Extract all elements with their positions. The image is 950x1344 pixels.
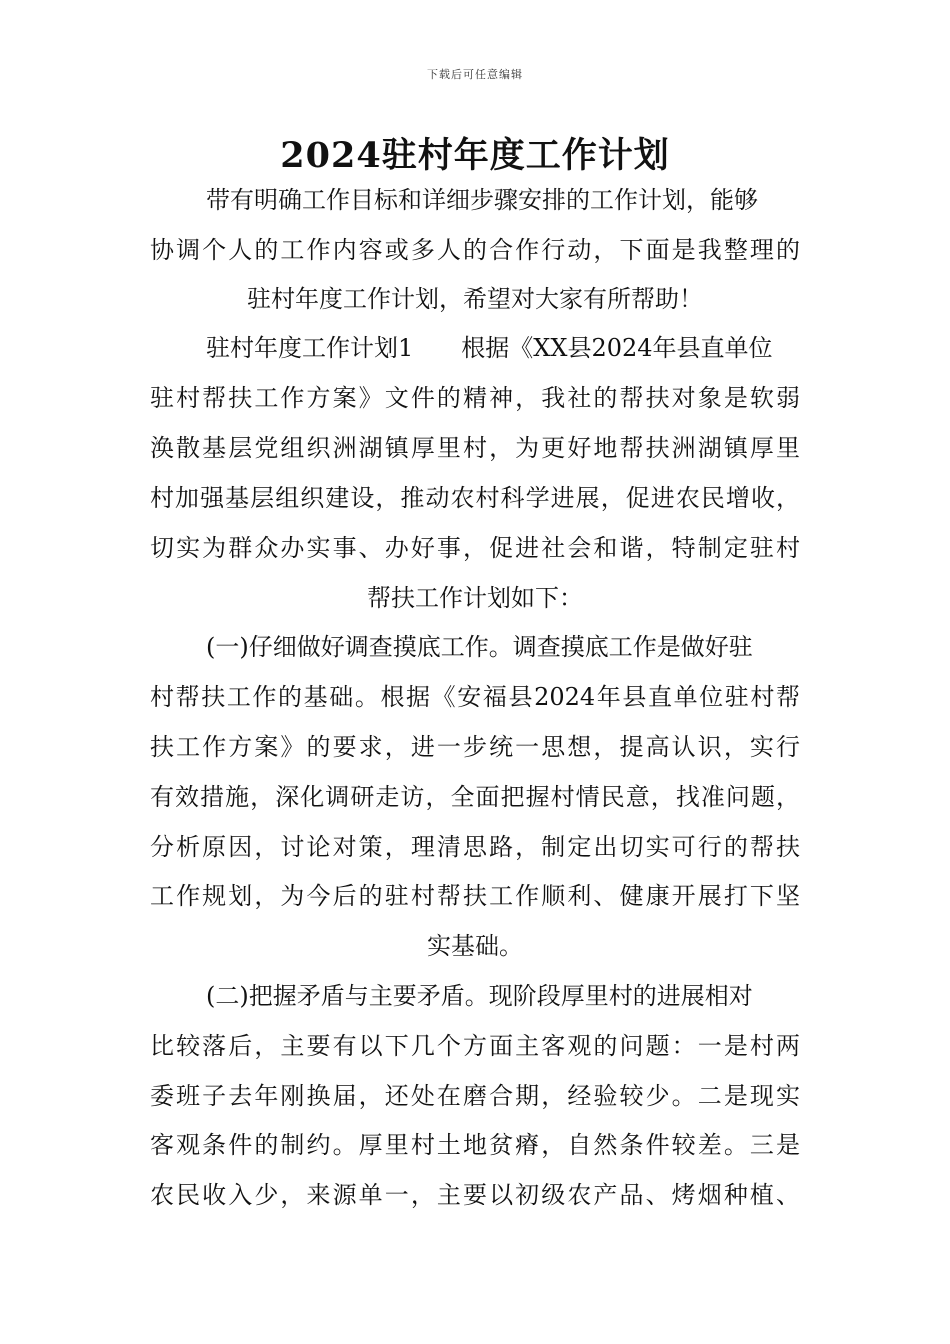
body-line: 协调个人的工作内容或多人的合作行动，下面是我整理的 [150, 236, 800, 264]
body-line: (一)仔细做好调查摸底工作。调查摸底工作是做好驻 [206, 633, 753, 661]
body-line: 驻村年度工作计划1 根据《XX县2024年县直单位 [206, 334, 773, 362]
body-line: 实基础。 [427, 932, 523, 960]
body-line: 扶工作方案》的要求，进一步统一思想，提高认识，实行 [150, 733, 800, 761]
body-line: 驻村帮扶工作方案》文件的精神，我社的帮扶对象是软弱 [150, 384, 800, 412]
page-header-note: 下载后可任意编辑 [427, 68, 523, 81]
body-line: 村加强基层组织建设，推动农村科学进展，促进农民增收， [150, 484, 800, 512]
body-line: 帮扶工作计划如下： [367, 584, 583, 612]
body-line: 分析原因，讨论对策，理清思路，制定出切实可行的帮扶 [150, 833, 800, 861]
body-line: 比较落后，主要有以下几个方面主客观的问题：一是村两 [150, 1032, 800, 1060]
document-title: 2024驻村年度工作计划 [280, 135, 670, 176]
body-line: 客观条件的制约。厚里村土地贫瘠，自然条件较差。三是 [150, 1131, 800, 1159]
body-line: 有效措施，深化调研走访，全面把握村情民意，找准问题， [150, 783, 800, 811]
body-line: 切实为群众办实事、办好事，促进社会和谐，特制定驻村 [150, 534, 800, 562]
body-line: 涣散基层党组织洲湖镇厚里村，为更好地帮扶洲湖镇厚里 [150, 434, 800, 462]
body-line: 工作规划，为今后的驻村帮扶工作顺利、健康开展打下坚 [150, 882, 800, 910]
body-line: 带有明确工作目标和详细步骤安排的工作计划，能够 [206, 186, 758, 214]
body-line: 驻村年度工作计划，希望对大家有所帮助！ [247, 285, 703, 313]
body-line: 委班子去年刚换届，还处在磨合期，经验较少。二是现实 [150, 1082, 800, 1110]
body-line: 村帮扶工作的基础。根据《安福县2024年县直单位驻村帮 [150, 683, 800, 711]
body-line: 农民收入少，来源单一，主要以初级农产品、烤烟种植、 [150, 1181, 800, 1209]
body-line: (二)把握矛盾与主要矛盾。现阶段厚里村的进展相对 [206, 982, 753, 1010]
